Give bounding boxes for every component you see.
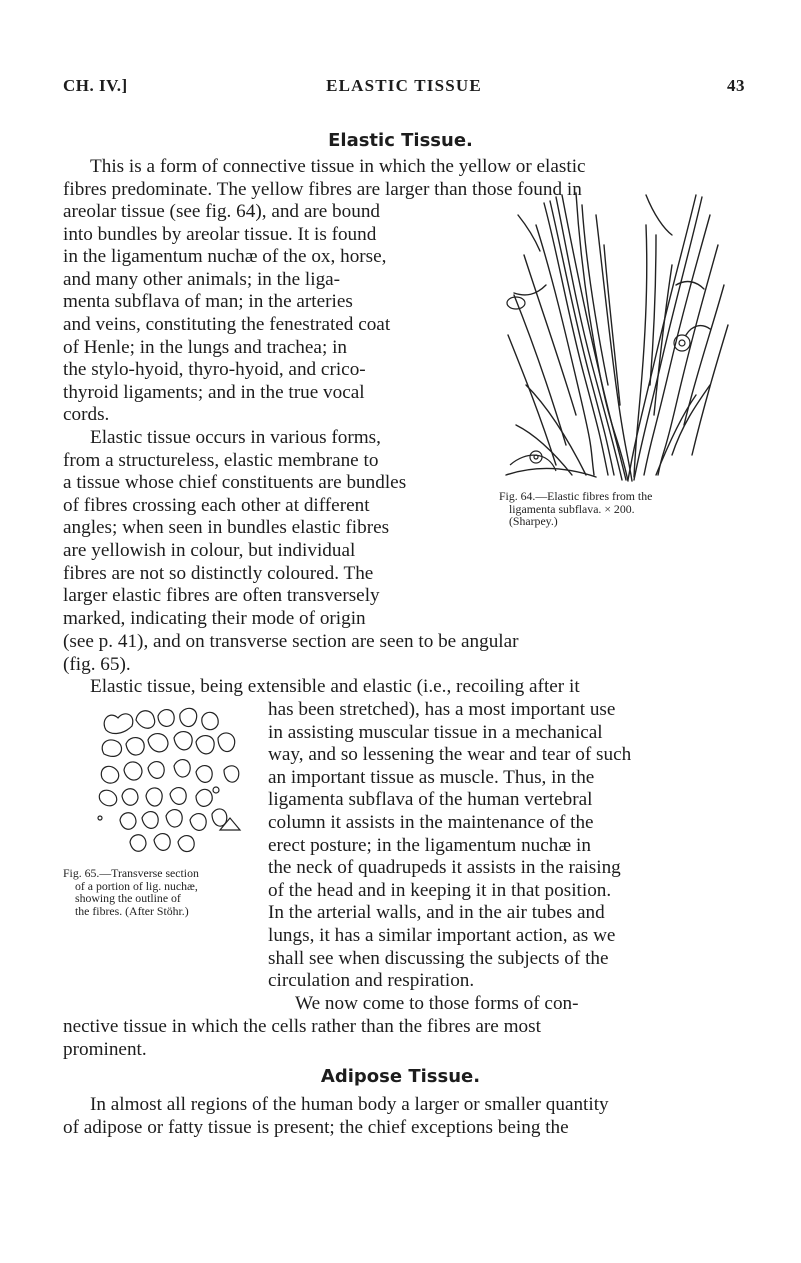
figure-64-caption: [499, 490, 749, 528]
text-line: the stylo-hyoid, thyro-hyoid, and crico-: [63, 359, 366, 381]
caption-line: (Sharpey.): [509, 514, 558, 528]
text-line: circulation and respiration.: [268, 970, 475, 992]
text-line: erect posture; in the ligamentum nuchæ in: [268, 834, 591, 856]
paragraph-2-narrow: [63, 427, 483, 630]
text-line: This is a form of connective tissue in which the yellow or elastic: [90, 156, 586, 177]
paragraph-2-full: [63, 631, 745, 676]
caption-line: ligamenta subflava. × 200.: [509, 501, 635, 516]
elastic-fibres-drawing: [496, 185, 732, 485]
text-line: and veins, constituting the fenestrated coat: [63, 313, 391, 335]
text-line: are yellowish in colour, but individual: [63, 539, 356, 561]
running-title: ELASTIC TISSUE: [326, 76, 482, 95]
text-line: Elastic tissue occurs in various forms,: [90, 427, 381, 448]
page-number: 43: [727, 76, 745, 95]
text-line: areolar tissue (see fig. 64), and are bound: [63, 201, 381, 222]
paragraph-1-narrow: [63, 201, 483, 427]
text-line: the neck of quadrupeds it assists in the raising: [268, 857, 621, 879]
text-line: thyroid ligaments; and in the true vocal: [63, 381, 365, 403]
text-line: nective tissue in which the cells rather than the fibres are most: [63, 1016, 541, 1037]
text-line: lungs, it has a similar important action, as we: [268, 924, 616, 946]
text-line: in assisting muscular tissue in a mechanical: [268, 721, 603, 743]
text-line: marked, indicating their mode of origin: [63, 607, 366, 629]
text-line: larger elastic fibres are often transversely: [63, 585, 380, 607]
text-line: of the head and in keeping it in that position.: [268, 879, 612, 901]
text-line: In the arterial walls, and in the air tubes and: [268, 902, 605, 924]
paragraph-3-right: [268, 699, 746, 1015]
figure-65-transverse-section: [96, 700, 248, 858]
text-line: angles; when seen in bundles elastic fibres: [63, 517, 390, 539]
caption-line: of a portion of lig. nuchæ,: [75, 878, 198, 893]
text-line: in the ligamentum nuchæ of the ox, horse,: [63, 246, 387, 268]
text-line: column it assists in the maintenance of the: [268, 811, 594, 833]
figure-64-elastic-fibres: [496, 185, 732, 485]
text-line: of fibres crossing each other at different: [63, 494, 370, 516]
text-line: into bundles by areolar tissue. It is found: [63, 223, 377, 245]
section-heading-elastic-tissue: Elastic Tissue.: [328, 130, 473, 151]
text-line: and many other animals; in the liga-: [63, 268, 341, 290]
paragraph-3-first-line: [63, 676, 745, 699]
text-line: of adipose or fatty tissue is present; the chief exceptions being the: [63, 1116, 569, 1138]
text-line: fibres are not so distinctly coloured. The: [63, 562, 374, 584]
text-line: has been stretched), has a most important use: [268, 699, 616, 720]
caption-line: the fibres. (After Stöhr.): [75, 903, 189, 918]
text-line: shall see when discussing the subjects of the: [268, 947, 609, 969]
figure-65-caption: [63, 867, 253, 917]
caption-line: Fig. 65.—Transverse section: [63, 866, 199, 880]
text-line: way, and so lessening the wear and tear of such: [268, 744, 632, 766]
text-line: cords.: [63, 404, 110, 426]
text-line: from a structureless, elastic membrane to: [63, 449, 379, 471]
text-line: fibres predominate. The yellow fibres are larger than those found in: [63, 178, 582, 200]
chapter-label: CH. IV.]: [63, 76, 128, 95]
section-heading-adipose-tissue: Adipose Tissue.: [320, 1066, 481, 1087]
text-line: ligamenta subflava of the human vertebral: [268, 789, 593, 811]
running-head: [63, 76, 745, 100]
text-line: We now come to those forms of con-: [295, 992, 579, 1014]
paragraph-4-full: [63, 1016, 745, 1061]
text-line: of Henle; in the lungs and trachea; in: [63, 336, 347, 358]
paragraph-adipose: [63, 1094, 745, 1139]
transverse-section-drawing: [96, 700, 248, 858]
text-line: a tissue whose chief constituents are bundles: [63, 472, 407, 494]
text-line: (see p. 41), and on transverse section are seen to be angular: [63, 631, 519, 652]
text-line: prominent.: [63, 1038, 147, 1060]
text-line: an important tissue as muscle. Thus, in the: [268, 766, 595, 788]
caption-line: showing the outline of: [75, 891, 181, 905]
text-line: menta subflava of man; in the arteries: [63, 291, 353, 313]
caption-line: Fig. 64.—Elastic fibres from the: [499, 489, 653, 503]
text-line: (fig. 65).: [63, 653, 131, 675]
text-line: In almost all regions of the human body a larger or smaller quantity: [90, 1094, 609, 1115]
text-line: Elastic tissue, being extensible and elastic (i.e., recoiling after it: [90, 676, 580, 697]
